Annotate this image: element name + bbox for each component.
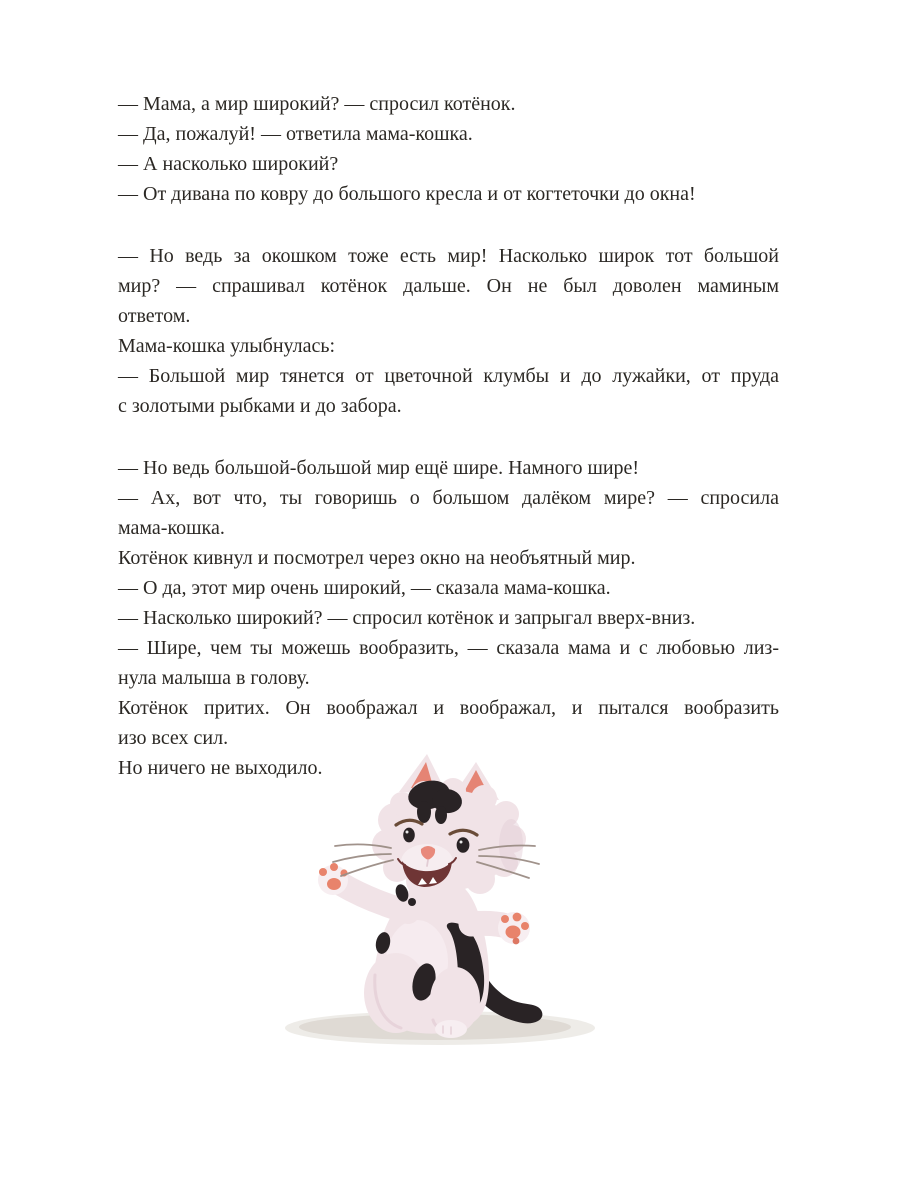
story-line: нула малыша в голову. <box>118 667 310 689</box>
kitten-svg <box>283 750 623 1050</box>
paragraph-gap <box>118 209 779 241</box>
story-line: — Да, пожалуй! — ответила мама-кошка. <box>118 123 473 145</box>
story-line: изо всех сил. <box>118 727 229 749</box>
story-line: — Шире, чем ты можешь вообразить, — сказала мама и с любовью лиз- <box>118 637 779 659</box>
story-line: — Ах, вот что, ты говоришь о большом далёком мире? — спросила <box>118 487 779 509</box>
kitten-illustration <box>283 750 623 1050</box>
story-line: — Мама, а мир широкий? — спросил котёнок. <box>118 93 516 115</box>
story-line: — О да, этот мир очень широкий, — сказала мама-кошка. <box>118 577 611 599</box>
story-line: — Большой мир тянется от цветочной клумбы и до лужайки, от пруда <box>118 365 779 387</box>
paragraph-gap <box>118 421 779 453</box>
story-line: с золотыми рыбками и до забора. <box>118 395 402 417</box>
story-line: ответом. <box>118 305 191 327</box>
story-line: — А насколько широкий? <box>118 153 339 175</box>
story-line: Но ничего не выходило. <box>118 757 323 779</box>
story-line: Мама-кошка улыбнулась: <box>118 335 336 357</box>
story-text <box>118 89 779 783</box>
story-line: — Насколько широкий? — спросил котёнок и запрыгал вверх-вниз. <box>118 607 696 629</box>
story-line: мир? — спрашивал котёнок дальше. Он не был доволен маминым <box>118 275 779 297</box>
story-line: — Но ведь большой-большой мир ещё шире. Намного шире! <box>118 457 640 479</box>
story-line: мама-кошка. <box>118 517 225 539</box>
story-line: — Но ведь за окошком тоже есть мир! Насколько широк тот большой <box>118 245 779 267</box>
story-line: — От дивана по ковру до большого кресла и от когтеточки до окна! <box>118 183 696 205</box>
story-line: Котёнок притих. Он воображал и воображал, и пытался вообразить <box>118 697 779 719</box>
story-line: Котёнок кивнул и посмотрел через окно на необъятный мир. <box>118 547 636 569</box>
